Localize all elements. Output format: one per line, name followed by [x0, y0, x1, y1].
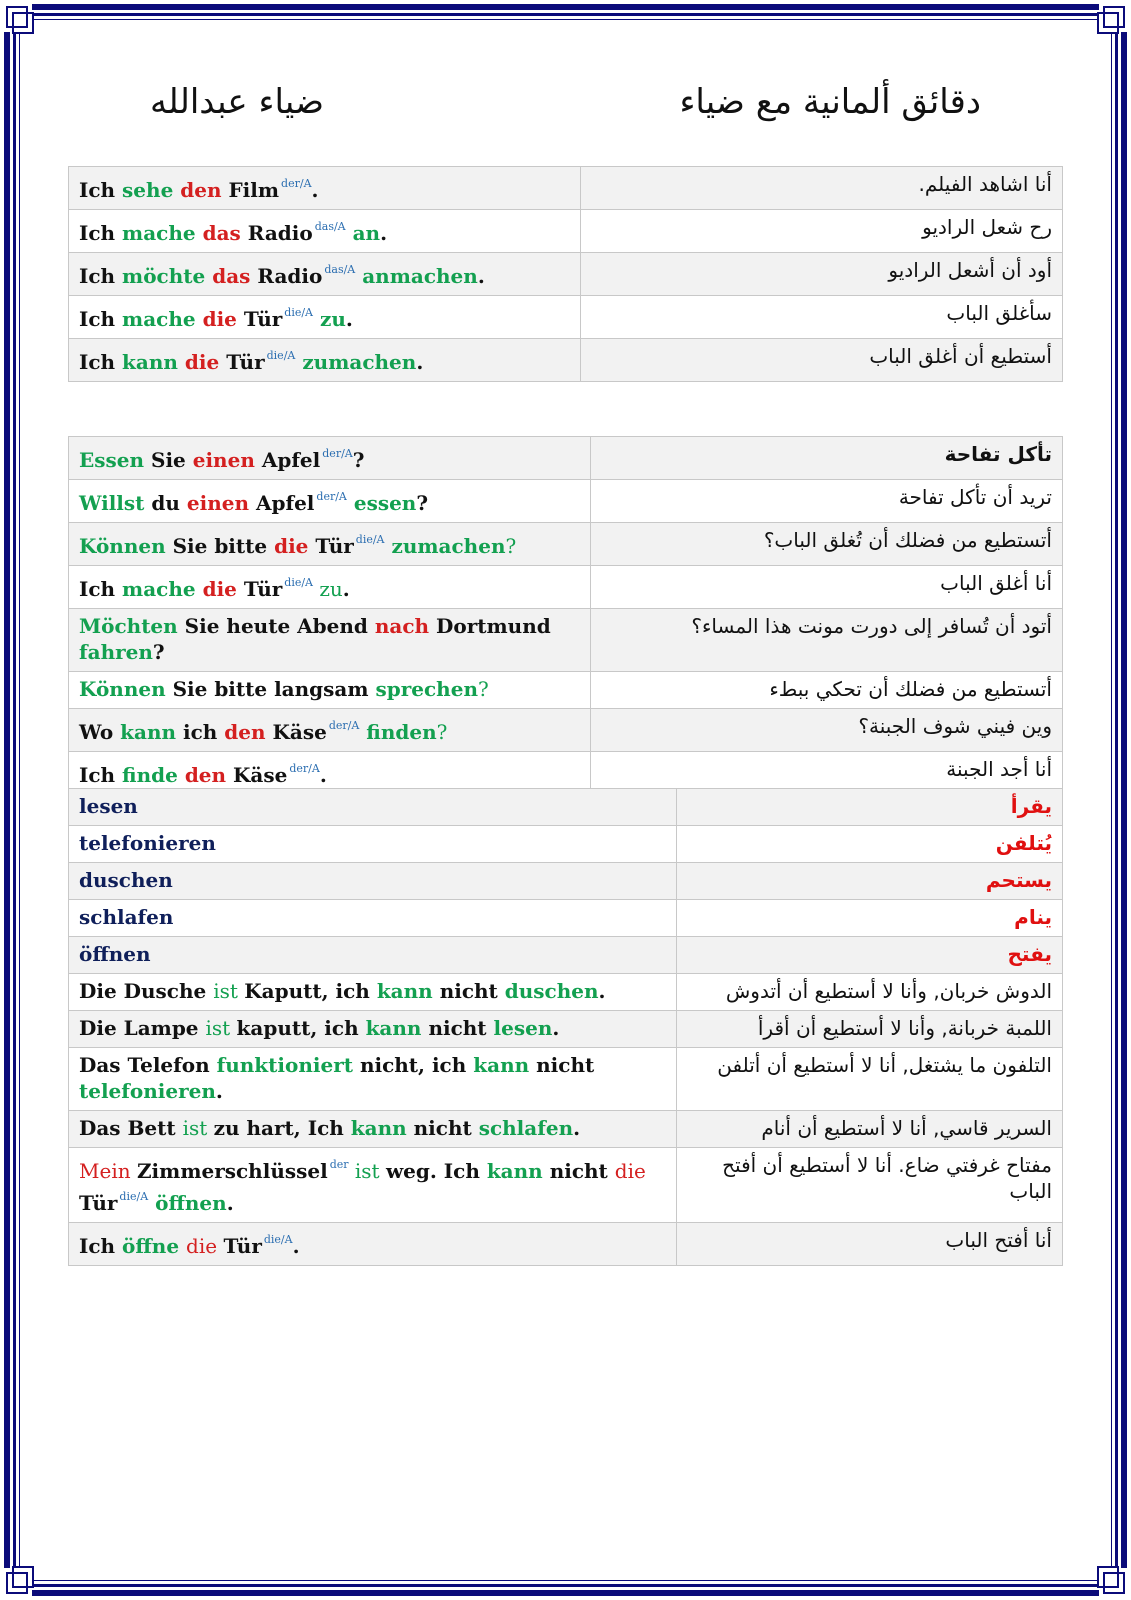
article-case-note: der — [329, 1158, 349, 1171]
article-case-note: die/A — [284, 306, 314, 319]
table-row — [69, 826, 1063, 863]
word-segment: Ich — [79, 1234, 123, 1258]
word-segment: nicht — [536, 1053, 595, 1077]
word-segment: schlafen — [79, 905, 174, 929]
article-case-note: das/A — [324, 263, 356, 276]
word-segment: Ich — [79, 221, 123, 245]
word-segment: nicht — [439, 979, 505, 1003]
word-segment: . — [598, 979, 606, 1003]
article-case-note: die/A — [266, 349, 296, 362]
arabic-translation: يُتلفن — [677, 826, 1063, 863]
word-segment: das — [202, 221, 248, 245]
table-row — [69, 709, 1063, 752]
word-segment: finde — [122, 763, 185, 787]
table-row — [69, 566, 1063, 609]
word-segment: Können — [79, 677, 173, 701]
table-row — [69, 1011, 1063, 1048]
word-segment: Ich — [79, 307, 123, 331]
german-sentence — [69, 826, 677, 863]
german-sentence — [69, 1048, 677, 1111]
word-segment: zu — [313, 307, 346, 331]
word-segment: öffne — [122, 1234, 187, 1258]
arabic-translation: أود أن أشعل الراديو — [581, 253, 1063, 296]
word-segment: möchte — [122, 264, 213, 288]
word-segment: Tür — [226, 350, 265, 374]
article-case-note: das/A — [314, 220, 346, 233]
word-segment: duschen — [504, 979, 599, 1003]
german-sentence — [69, 210, 581, 253]
german-sentence — [69, 339, 581, 382]
arabic-translation: السرير قاسي, أنا لا أستطيع أن أنام — [677, 1111, 1063, 1148]
arabic-translation: الدوش خربان, وأنا لا أستطيع أن أتدوش — [677, 974, 1063, 1011]
word-segment: einen — [186, 491, 256, 515]
word-segment: öffnen — [79, 942, 151, 966]
table-row — [69, 523, 1063, 566]
word-segment: mache — [122, 307, 203, 331]
word-segment: essen — [346, 491, 417, 515]
word-segment: Tür — [315, 534, 354, 558]
word-segment: Sie bitte langsam — [172, 677, 376, 701]
german-sentence — [69, 523, 591, 566]
german-sentence — [69, 900, 677, 937]
word-segment: Tür — [243, 577, 283, 601]
word-segment: finden — [359, 720, 437, 744]
word-segment: ? — [436, 720, 448, 744]
word-segment: ich — [183, 720, 225, 744]
word-segment: sprechen — [375, 677, 478, 701]
article-case-note: der/A — [281, 177, 312, 190]
word-segment: nicht — [428, 1016, 494, 1040]
arabic-translation: التلفون ما يشتغل, أنا لا أستطيع أن أتلفن — [677, 1048, 1063, 1111]
word-segment: Käse — [272, 720, 327, 744]
word-segment: nach — [374, 614, 437, 638]
word-segment: kaputt, ich — [236, 1016, 366, 1040]
arabic-translation: أتستطيع من فضلك أن تحكي ببطء — [591, 672, 1063, 709]
word-segment: kann — [120, 720, 184, 744]
arabic-translation: أنا أغلق الباب — [591, 566, 1063, 609]
german-sentence — [69, 709, 591, 752]
table-row — [69, 863, 1063, 900]
word-segment: weg. Ich — [385, 1159, 487, 1183]
word-segment: Können — [79, 534, 173, 558]
table-row — [69, 167, 1063, 210]
word-segment: ? — [416, 491, 429, 515]
word-segment: anmachen — [355, 264, 478, 288]
word-segment: Die Dusche — [79, 979, 214, 1003]
word-segment: . — [552, 1016, 560, 1040]
word-segment: zu — [313, 577, 343, 601]
word-segment: . — [345, 307, 353, 331]
word-segment: die — [202, 307, 244, 331]
word-segment: Ich — [79, 763, 123, 787]
word-segment: kann — [486, 1159, 550, 1183]
word-segment: die — [274, 534, 316, 558]
word-segment: ? — [505, 534, 517, 558]
table-row — [69, 339, 1063, 382]
german-sentence — [69, 1011, 677, 1048]
word-segment: Sie — [151, 448, 193, 472]
word-segment: telefonieren — [79, 1079, 216, 1103]
german-sentence — [69, 1223, 677, 1266]
word-segment: ist — [205, 1016, 237, 1040]
word-segment: Radio — [257, 264, 323, 288]
table-row — [69, 1148, 1063, 1223]
german-sentence — [69, 863, 677, 900]
word-segment: Möchten — [79, 614, 185, 638]
word-segment: lesen — [79, 794, 138, 818]
word-segment: ist — [182, 1116, 214, 1140]
table-row — [69, 1048, 1063, 1111]
word-segment: Ich — [79, 178, 123, 202]
word-segment: an — [345, 221, 381, 245]
word-segment: zu hart, Ich — [213, 1116, 351, 1140]
sentence-table-1 — [68, 166, 1063, 382]
table-row — [69, 789, 1063, 826]
corner-ornament-bottom-left — [2, 1568, 32, 1598]
word-segment: ist — [213, 979, 245, 1003]
german-sentence — [69, 789, 677, 826]
word-segment: Radio — [247, 221, 313, 245]
article-case-note: der/A — [316, 490, 347, 503]
word-segment: Tür — [243, 307, 283, 331]
arabic-translation: يفتح — [677, 937, 1063, 974]
word-segment: Apfel — [261, 448, 321, 472]
arabic-translation: وين فيني شوف الجبنة؟ — [591, 709, 1063, 752]
word-segment: ist — [348, 1159, 386, 1183]
table-row — [69, 974, 1063, 1011]
word-segment: Ich — [79, 577, 123, 601]
word-segment: kann — [350, 1116, 414, 1140]
article-case-note: die/A — [284, 576, 314, 589]
word-segment: die — [184, 350, 227, 374]
word-segment: das — [212, 264, 258, 288]
table-row — [69, 210, 1063, 253]
word-segment: nicht — [413, 1116, 479, 1140]
word-segment: sehe — [122, 178, 181, 202]
word-segment: funktioniert — [216, 1053, 360, 1077]
word-segment: kann — [365, 1016, 429, 1040]
arabic-translation: رح شعل الراديو — [581, 210, 1063, 253]
word-segment: Dortmund — [436, 614, 551, 638]
table-row — [69, 900, 1063, 937]
german-sentence — [69, 974, 677, 1011]
table-row — [69, 609, 1063, 672]
word-segment: den — [184, 763, 234, 787]
word-segment: . — [342, 577, 350, 601]
table-row — [69, 253, 1063, 296]
article-case-note: die/A — [119, 1190, 149, 1203]
word-segment: die — [614, 1159, 646, 1183]
word-segment: nicht, ich — [359, 1053, 474, 1077]
word-segment: duschen — [79, 868, 173, 892]
arabic-translation: تريد أن تأكل تفاحة — [591, 480, 1063, 523]
word-segment: kann — [376, 979, 440, 1003]
word-segment: Tür — [79, 1191, 118, 1215]
word-segment: Das Telefon — [79, 1053, 217, 1077]
arabic-translation: يقرأ — [677, 789, 1063, 826]
arabic-translation: يستحم — [677, 863, 1063, 900]
word-segment: ? — [478, 677, 489, 701]
german-sentence — [69, 437, 591, 480]
word-segment: kann — [122, 350, 185, 374]
word-segment: Mein — [79, 1159, 137, 1183]
word-segment: Wo — [79, 720, 121, 744]
arabic-translation: أتود أن تُسافر إلى دورت مونت هذا المساء؟ — [591, 609, 1063, 672]
word-segment: . — [416, 350, 424, 374]
word-segment: die — [186, 1234, 224, 1258]
word-segment: Ich — [79, 350, 123, 374]
author-name: ضياء عبدالله — [150, 82, 324, 122]
word-segment: schlafen — [478, 1116, 574, 1140]
arabic-translation: ينام — [677, 900, 1063, 937]
word-segment: fahren — [79, 640, 153, 664]
word-segment: . — [477, 264, 485, 288]
sentence-table-3 — [68, 788, 1063, 1266]
article-case-note: die/A — [355, 533, 385, 546]
word-segment: einen — [192, 448, 262, 472]
table-row — [69, 437, 1063, 480]
word-segment: Willst — [79, 491, 152, 515]
document-title: دقائق ألمانية مع ضياء — [679, 82, 981, 122]
article-case-note: der/A — [289, 762, 320, 775]
word-segment: Die Lampe — [79, 1016, 206, 1040]
corner-ornament-top-right — [1099, 2, 1129, 32]
corner-ornament-top-left — [2, 2, 32, 32]
word-segment: ? — [352, 448, 365, 472]
word-segment: Apfel — [255, 491, 315, 515]
word-segment: die — [202, 577, 244, 601]
german-sentence — [69, 167, 581, 210]
german-sentence — [69, 480, 591, 523]
table-row — [69, 672, 1063, 709]
table-row — [69, 1223, 1063, 1266]
article-case-note: der/A — [328, 719, 360, 732]
word-segment: . — [380, 221, 388, 245]
word-segment: zumachen — [384, 534, 506, 558]
word-segment: Essen — [79, 448, 151, 472]
word-segment: mache — [122, 577, 203, 601]
word-segment: lesen — [493, 1016, 553, 1040]
word-segment: . — [319, 763, 327, 787]
german-sentence — [69, 609, 591, 672]
arabic-translation: أتستطيع من فضلك أن تُغلق الباب؟ — [591, 523, 1063, 566]
article-case-note: die/A — [263, 1233, 293, 1246]
arabic-translation: سأغلق الباب — [581, 296, 1063, 339]
word-segment: Ich — [79, 264, 123, 288]
word-segment: kann — [473, 1053, 537, 1077]
word-segment: Sie heute Abend — [184, 614, 375, 638]
word-segment: du — [151, 491, 187, 515]
word-segment: ? — [152, 640, 165, 664]
german-sentence — [69, 672, 591, 709]
table-row — [69, 937, 1063, 974]
word-segment: nicht — [549, 1159, 615, 1183]
word-segment: Tür — [223, 1234, 262, 1258]
arabic-translation: اللمبة خربانة, وأنا لا أستطيع أن أقرأ — [677, 1011, 1063, 1048]
word-segment: Film — [228, 178, 280, 202]
table-row — [69, 1111, 1063, 1148]
word-segment: . — [215, 1079, 223, 1103]
german-sentence — [69, 253, 581, 296]
sentence-table-2 — [68, 436, 1063, 795]
arabic-translation: مفتاح غرفتي ضاع. أنا لا أستطيع أن أفتح الباب — [677, 1148, 1063, 1223]
german-sentence — [69, 1111, 677, 1148]
german-sentence — [69, 296, 581, 339]
arabic-translation: أنا أجد الجبنة — [591, 752, 1063, 795]
word-segment: Das Bett — [79, 1116, 183, 1140]
word-segment: den — [180, 178, 229, 202]
word-segment: Käse — [233, 763, 288, 787]
german-sentence — [69, 566, 591, 609]
arabic-translation: تأكل تفاحة — [591, 437, 1063, 480]
table-row — [69, 296, 1063, 339]
word-segment: telefonieren — [79, 831, 216, 855]
word-segment: zumachen — [295, 350, 417, 374]
word-segment: . — [573, 1116, 581, 1140]
table-row — [69, 480, 1063, 523]
german-sentence — [69, 937, 677, 974]
arabic-translation: أنا اشاهد الفيلم. — [581, 167, 1063, 210]
word-segment: . — [226, 1191, 234, 1215]
word-segment: Sie bitte — [172, 534, 275, 558]
word-segment: . — [292, 1234, 300, 1258]
word-segment: öffnen — [148, 1191, 227, 1215]
word-segment: mache — [122, 221, 203, 245]
corner-ornament-bottom-right — [1099, 1568, 1129, 1598]
arabic-translation: أستطيع أن أغلق الباب — [581, 339, 1063, 382]
word-segment: Zimmerschlüssel — [136, 1159, 328, 1183]
german-sentence — [69, 1148, 677, 1223]
word-segment: . — [311, 178, 319, 202]
word-segment: den — [224, 720, 273, 744]
word-segment: Kaputt, ich — [244, 979, 377, 1003]
arabic-translation: أنا أفتح الباب — [677, 1223, 1063, 1266]
article-case-note: der/A — [322, 447, 353, 460]
